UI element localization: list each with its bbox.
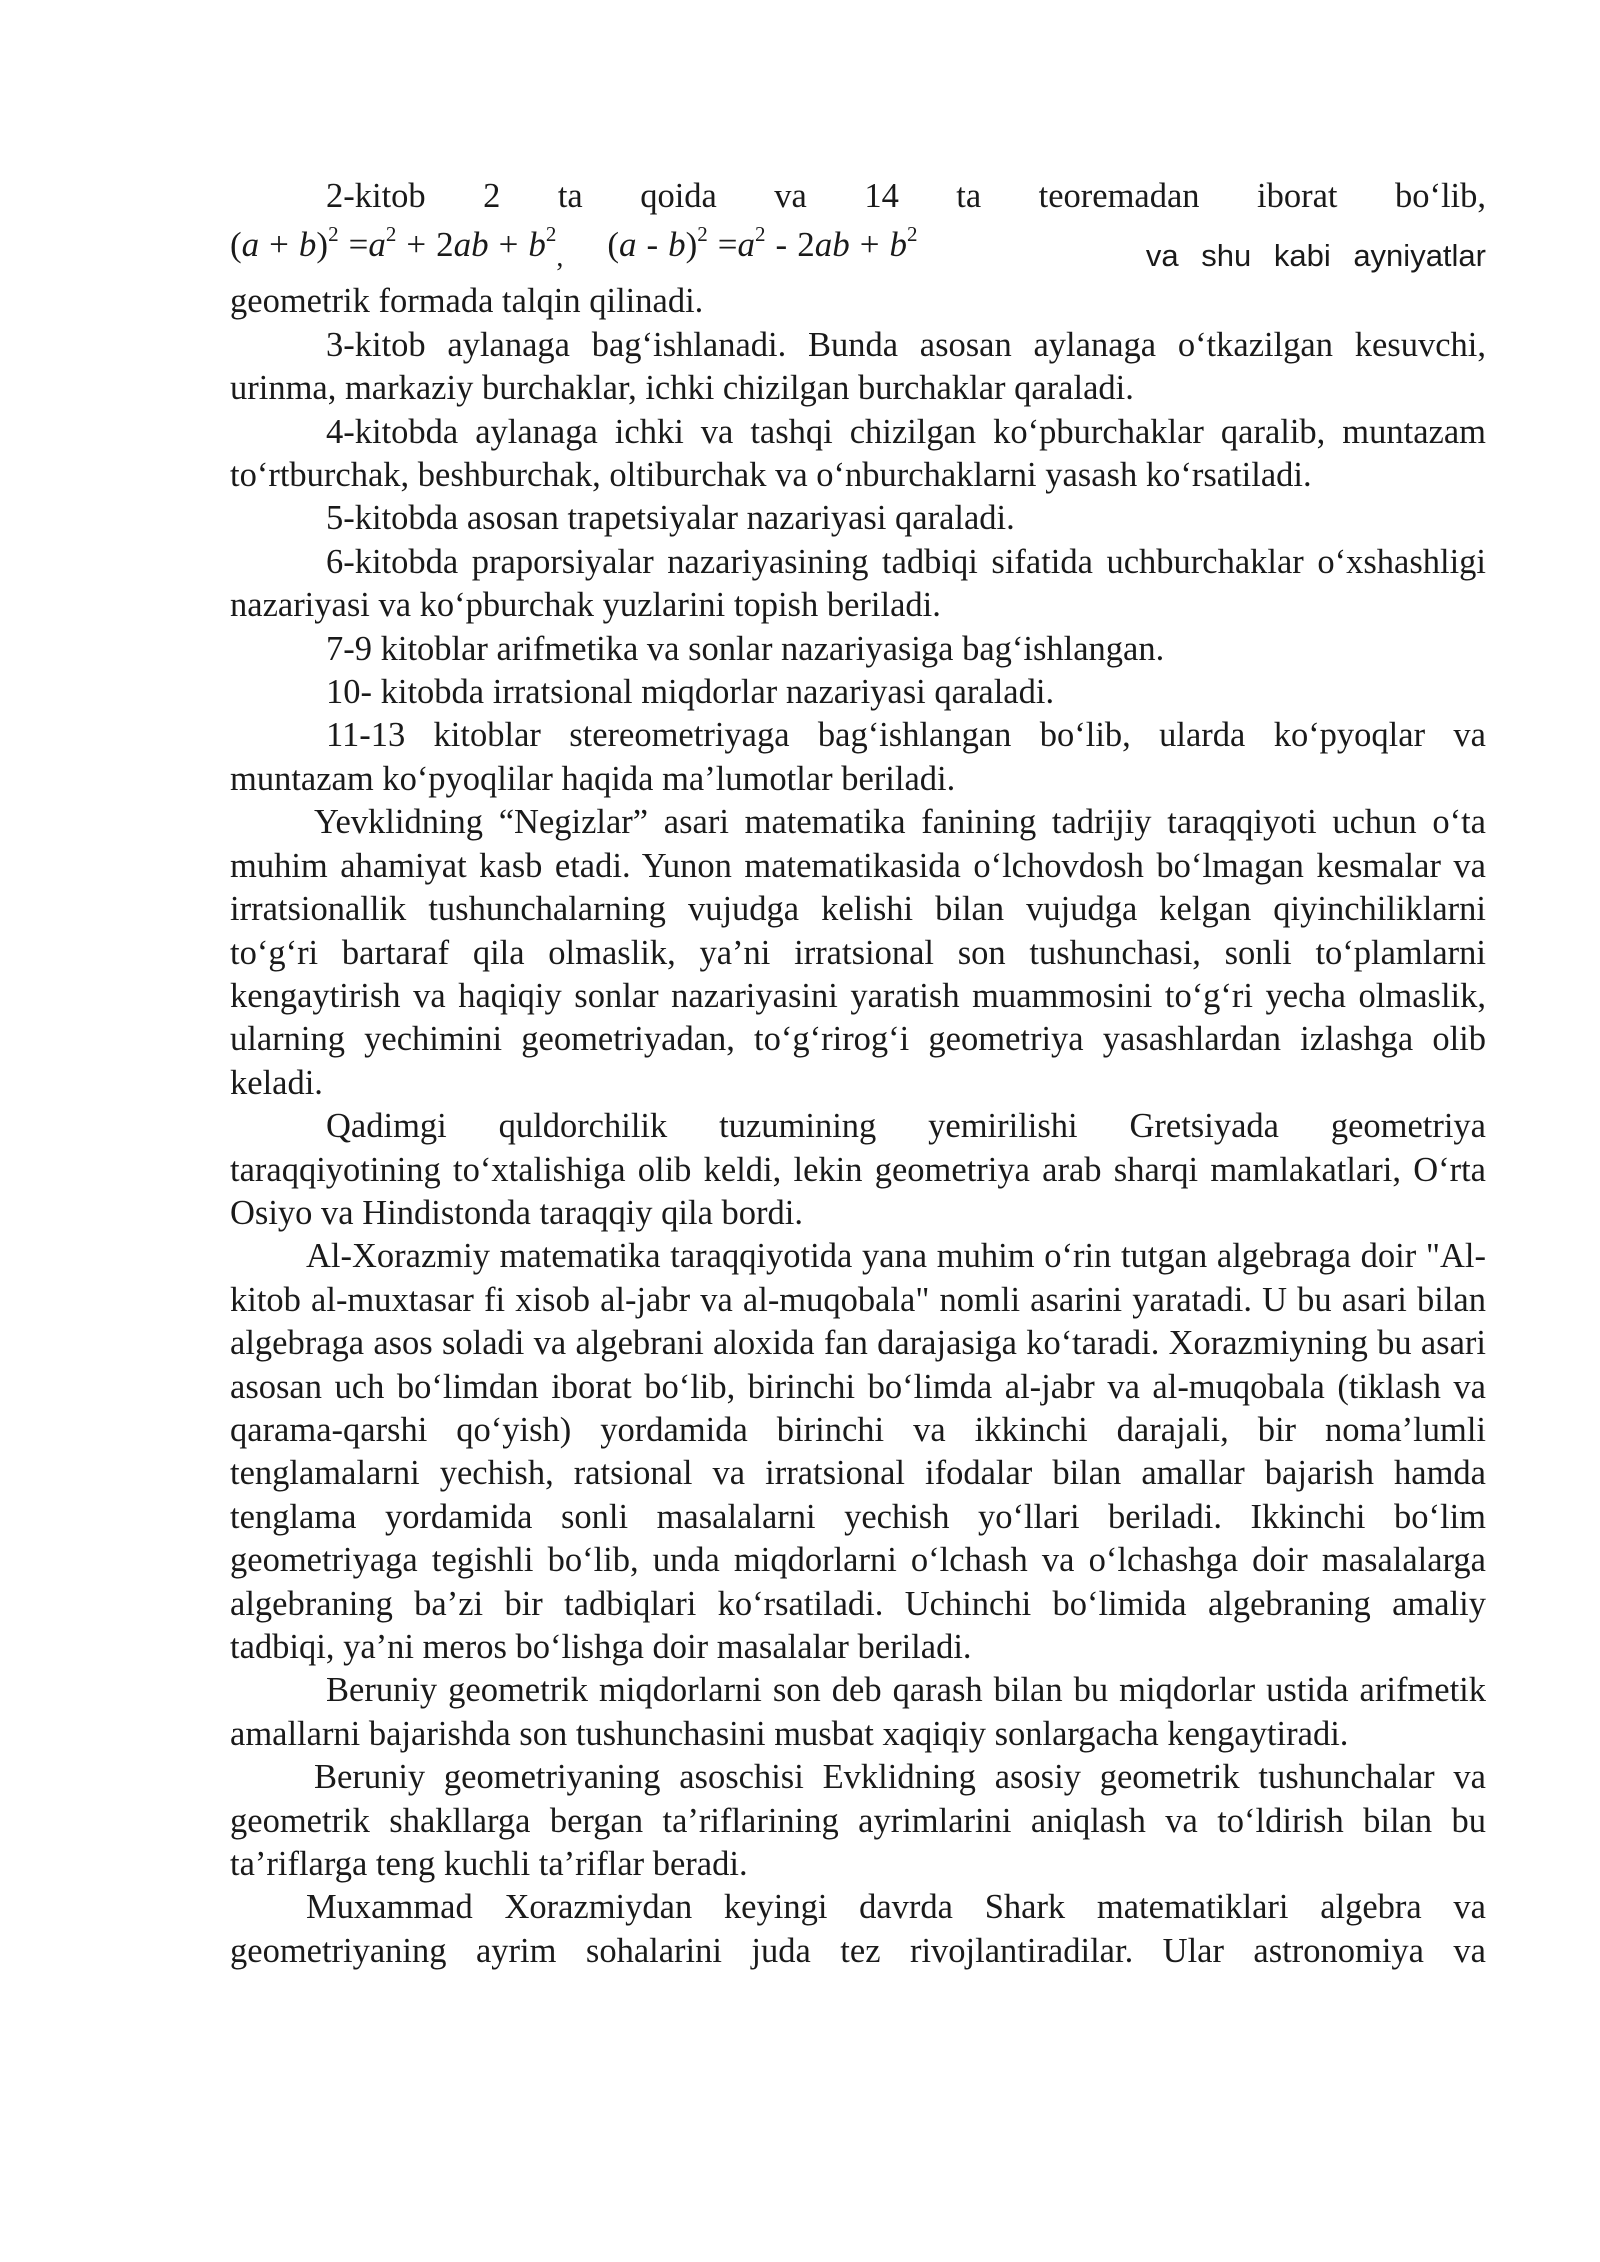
paragraph-beruni-geometry: Beruniy geometriyaning asoschisi Evklidning asosiy geometrik tushunchalar va geometrik shakllarga bergan ta’riflarining ayrimlarini aniqlash va to‘ldirish bilan bu ta’riflarga teng kuchli ta’riflar beradi.	[230, 1758, 1486, 1884]
paragraph-al-khwarizmi: Al-Xorazmiy matematika taraqqiyotida yana muhim o‘rin tutgan algebraga doir "Al-kitob al-muxtasar fi xisob al-jabr va al-muqobala" nomli asarini yaratadi. U bu asari bilan algebraga asos soladi va algebrani aloxida fan darajasiga ko‘taradi. Xorazmiyning bu asari asosan uch bo‘limdan iborat bo‘lib, birinchi bo‘limda al-jabr va al-muqobala (tiklash va qarama-qarshi qo‘yish) yordamida birinchi va ikkinchi darajali, bir noma’lumli tenglamalarni yechish, ratsional va irratsional ifodalar bilan amallar bajarish hamda tenglama yordamida sonli masalalarni yechish yo‘llari beriladi. Ikkinchi bo‘lim geometriyaga tegishli bo‘lib, unda miqdorlarni o‘lchash va o‘lchashga doir masalalarga algebraning ba’zi bir tadbiqlari ko‘rsatiladi. Uchinchi bo‘limida algebraning amaliy tadbiqi, ya’ni meros bo‘lishga doir masalalar beriladi.	[230, 1237, 1486, 1666]
paragraph-book-2-intro: 2-kitob 2 ta qoida va 14 ta teoremadan iborat bo‘lib,	[326, 177, 1486, 215]
paragraph-book-3: 3-kitob aylanaga bag‘ishlanadi. Bunda asosan aylanaga o‘tkazilgan kesuvchi, urinma, markaziy burchaklar, ichki chizilgan burchaklar qaraladi.	[230, 325, 1486, 408]
paragraph-eastern-mathematicians: Muxammad Xorazmiydan keyingi davrda Shark matematiklari algebra va geometriyaning ayrim sohalarini juda tez rivojlantiradilar. Ular astronomiya va	[230, 1888, 1486, 1970]
paragraph-book-5: 5-kitobda asosan trapetsiyalar nazariyasi qaraladi.	[326, 499, 1015, 538]
paragraph-book-10: 10- kitobda irratsional miqdorlar nazariyasi qaraladi.	[326, 673, 1055, 712]
paragraph-euclid-elements: Yevklidning “Negizlar” asari matematika fanining tadrijiy taraqqiyoti uchun o‘ta muhim ahamiyat kasb etadi. Yunon matematikasida o‘lchovdosh bo‘lmagan kesmalar va irratsionallik tushunchalarning vujudga kelishi bilan vujudga kelgan qiyinchiliklarni to‘g‘ri bartaraf qila olmaslik, ya’ni irratsional son tushunchasi, sonli to‘plamlarni kengaytirish va haqiqiy sonlar nazariyasini yaratish muammosini to‘g‘ri yecha olmaslik, ularning yechimini geometriyadan, to‘g‘rirog‘i geometriya yasashlardan izlashga olib keladi.	[230, 803, 1486, 1102]
formula-difference-square: $(a - b)^2 =a^2 - 2ab + b^2$	[607, 222, 918, 265]
formula-line	[230, 218, 1486, 280]
paragraph-ancient-slavery: Qadimgi quldorchilik tuzumining yemirilishi Gretsiyada geometriya taraqqiyotining to‘xtalishiga olib keldi, lekin geometriya arab sharqi mamlakatlari, O‘rta Osiyo va Hindistonda taraqqiy qila bordi.	[230, 1107, 1486, 1232]
formula-sum-square: $(a + b)^2 =a^2 + 2ab + b^2$	[230, 222, 557, 265]
paragraph-book-2-end: geometrik formada talqin qilinadi.	[230, 282, 704, 321]
paragraph-books-11-13: 11-13 kitoblar stereometriyaga bag‘ishlangan bo‘lib, ularda ko‘pyoqlar va muntazam ko‘pyoqlilar haqida ma’lumotlar beriladi.	[230, 716, 1486, 798]
square-formulas: $(a + b)^2 =a^2 + 2ab + b^2_,$ $(a - b)^2 =a^2 - 2ab + b^2$	[230, 222, 918, 274]
paragraph-book-6: 6-kitobda praporsiyalar nazariyasining tadbiqi sifatida uchburchaklar o‘xshashligi nazariyasi va ko‘pburchak yuzlarini topish beriladi.	[230, 542, 1486, 625]
paragraph-beruni-numbers: Beruniy geometrik miqdorlarni son deb qarash bilan bu miqdorlar ustida arifmetik amallarni bajarishda son tushunchasini musbat xaqiqiy sonlargacha kengaytiradi.	[230, 1671, 1486, 1753]
paragraph-book-4: 4-kitobda aylanaga ichki va tashqi chizilgan ko‘pburchaklar qaralib, muntazam to‘rtburchak, beshburchak, oltiburchak va o‘nburchaklarni yasash ko‘rsatiladi.	[230, 412, 1486, 495]
document-page	[230, 175, 1486, 1973]
formula-tail-text: va shu kabi ayniyatlar	[1145, 238, 1486, 274]
paragraph-books-7-9: 7-9 kitoblar arifmetika va sonlar nazariyasiga bag‘ishlangan.	[326, 629, 1165, 668]
